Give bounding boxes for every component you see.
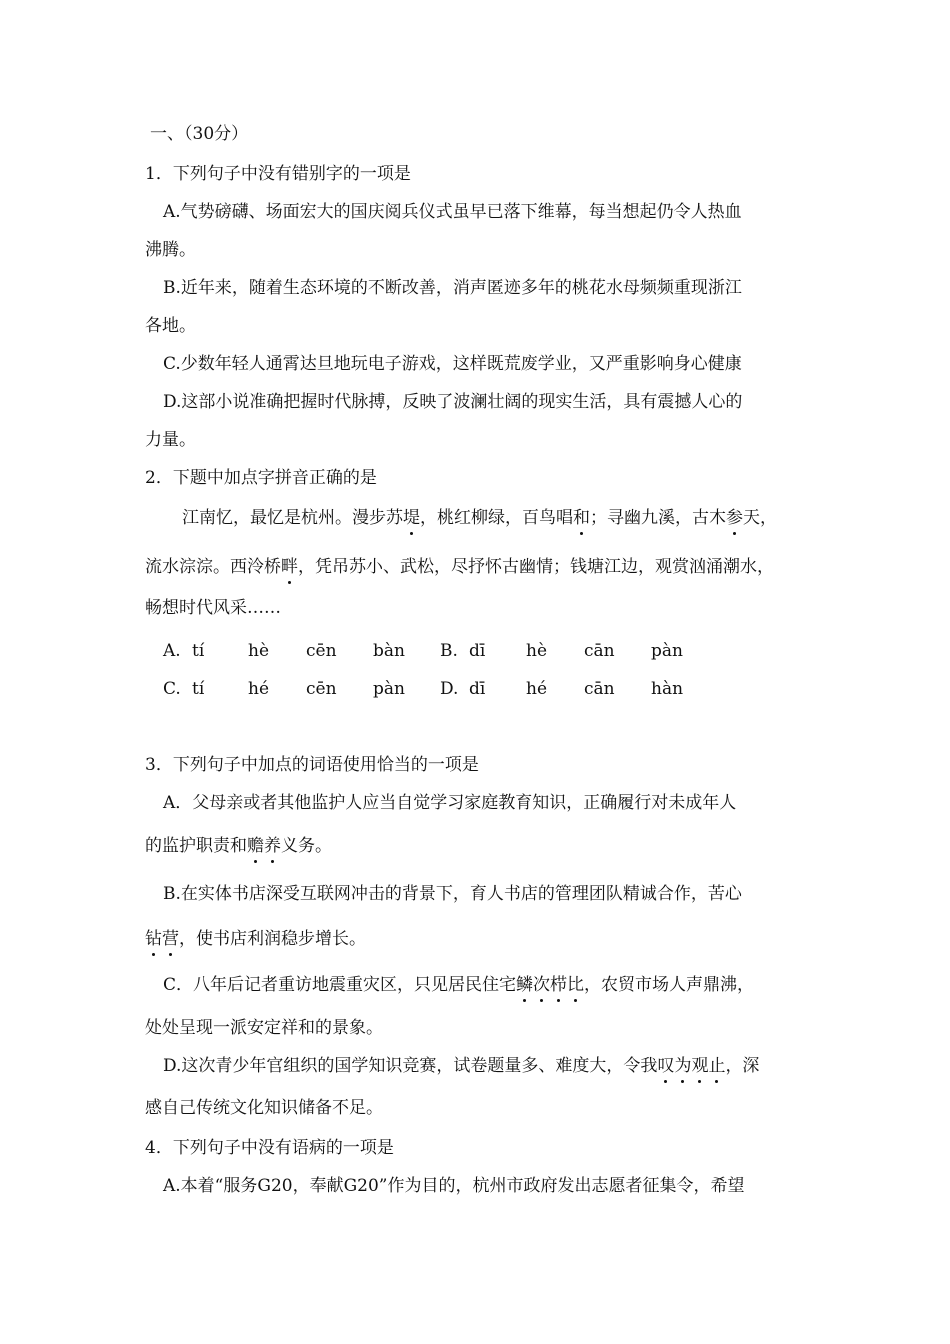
q2-dotted-char: 畔 <box>281 557 298 577</box>
q3-text: ，深 <box>725 1056 760 1076</box>
q3-option-d-line1 <box>163 1055 759 1077</box>
q1-option-a-line2: 沸腾。 <box>145 240 196 260</box>
q3-dotted-char: 赡 <box>247 836 264 856</box>
q2-text: ；寻幽九溪，古木 <box>590 508 726 528</box>
q2-pinyin: pàn <box>651 641 683 661</box>
q2-pinyin: hè <box>248 641 270 661</box>
q1-stem: 1．下列句子中没有错别字的一项是 <box>145 164 411 184</box>
q2-option-label: D. <box>440 679 459 699</box>
q3-dotted-char: 比 <box>567 975 585 995</box>
q3-option-b-line1: B.在实体书店深受互联网冲击的背景下，育人书店的管理团队精诚合作，苦心 <box>163 884 742 904</box>
q1-option-c-line1: C.少数年轻人通霄达旦地玩电子游戏，这样既荒废学业，又严重影响身心健康 <box>163 354 742 374</box>
q2-pinyin: hè <box>526 641 548 661</box>
q3-text: D.这次青少年官组织的国学知识竞赛，试卷题量多、难度大，令我 <box>163 1056 658 1076</box>
q2-pinyin: tí <box>192 641 205 661</box>
q4-option-a-line1: A.本着“服务G20，奉献G20”作为目的，杭州市政府发出志愿者征集令，希望 <box>163 1176 745 1196</box>
q2-pinyin: hé <box>248 679 270 699</box>
q3-dotted-char: 鳞 <box>516 975 534 995</box>
q3-dotted-char: 止 <box>708 1056 726 1076</box>
q2-pinyin: hàn <box>651 679 684 699</box>
q3-text: ，农贸市场人声鼎沸， <box>584 975 755 995</box>
section-header: 一、（30分） <box>150 124 249 144</box>
q3-option-c-line1 <box>163 974 754 996</box>
q2-pinyin: cēn <box>306 679 337 699</box>
q2-pinyin: cān <box>584 641 615 661</box>
q3-text: 义务。 <box>281 836 332 856</box>
q2-text: 江南忆，最忆是杭州。漫步苏 <box>182 508 403 528</box>
q2-pinyin: cēn <box>306 641 337 661</box>
q3-dotted-char: 叹 <box>657 1056 675 1076</box>
q4-stem: 4．下列句子中没有语病的一项是 <box>145 1138 394 1158</box>
q1-option-a-line1: A.气势磅礴、场面宏大的国庆阅兵仪式虽早已落下维幕，每当想起仍令人热血 <box>163 202 742 222</box>
q3-dotted-char: 为 <box>674 1056 692 1076</box>
q2-passage-line2 <box>145 556 774 578</box>
q3-option-c-line2: 处处呈现一派安定祥和的景象。 <box>145 1018 383 1038</box>
q3-dotted-char: 观 <box>691 1056 709 1076</box>
q2-option-label: B. <box>440 641 458 661</box>
q2-dotted-char: 和 <box>573 508 590 528</box>
q2-pinyin: pàn <box>373 679 405 699</box>
q3-dotted-char: 钻 <box>145 929 162 949</box>
q3-dotted-char: 营 <box>162 929 179 949</box>
q2-stem: 2．下题中加点字拼音正确的是 <box>145 468 377 488</box>
q1-option-d-line1: D.这部小说准确把握时代脉搏，反映了波澜壮阔的现实生活，具有震撼人心的 <box>163 392 743 412</box>
q2-pinyin: hé <box>526 679 548 699</box>
q2-pinyin: cān <box>584 679 615 699</box>
q1-option-b-line1: B.近年来，随着生态环境的不断改善，消声匿迹多年的桃花水母频频重现浙江 <box>163 278 742 298</box>
q2-pinyin: tí <box>192 679 205 699</box>
q2-pinyin: dī <box>469 641 486 661</box>
q3-text: ，使书店利润稳步增长。 <box>179 929 366 949</box>
q3-dotted-char: 栉 <box>550 975 568 995</box>
q2-option-label: C. <box>163 679 181 699</box>
q1-option-d-line2: 力量。 <box>145 430 196 450</box>
q1-option-b-line2: 各地。 <box>145 316 196 336</box>
q3-dotted-char: 次 <box>533 975 551 995</box>
q3-option-b-line2 <box>145 928 366 950</box>
q2-text: 天， <box>743 508 777 528</box>
q2-passage-line3: 畅想时代风采…… <box>145 598 281 618</box>
q2-pinyin: dī <box>469 679 486 699</box>
q2-option-label: A. <box>163 641 181 661</box>
q2-text: ，桃红柳绿，百鸟唱 <box>420 508 573 528</box>
q3-option-d-line2: 感自己传统文化知识储备不足。 <box>145 1098 383 1118</box>
q2-pinyin: bàn <box>373 641 405 661</box>
q3-stem: 3．下列句子中加点的词语使用恰当的一项是 <box>145 755 479 775</box>
q2-text: 流水淙淙。西泠桥 <box>145 557 281 577</box>
q2-passage-line1 <box>182 507 777 529</box>
q2-text: ，凭吊苏小、武松，尽抒怀古幽情；钱塘江边，观赏汹涌潮水， <box>298 557 774 577</box>
q3-text: C．八年后记者重访地震重灾区，只见居民住宅 <box>163 975 517 995</box>
q3-option-a-line2 <box>145 835 332 857</box>
q2-dotted-char: 参 <box>726 508 743 528</box>
q3-text: 的监护职责和 <box>145 836 247 856</box>
q3-dotted-char: 养 <box>264 836 281 856</box>
q3-option-a-line1: A．父母亲或者其他监护人应当自觉学习家庭教育知识，正确履行对未成年人 <box>163 793 737 813</box>
q2-dotted-char: 堤 <box>403 508 420 528</box>
